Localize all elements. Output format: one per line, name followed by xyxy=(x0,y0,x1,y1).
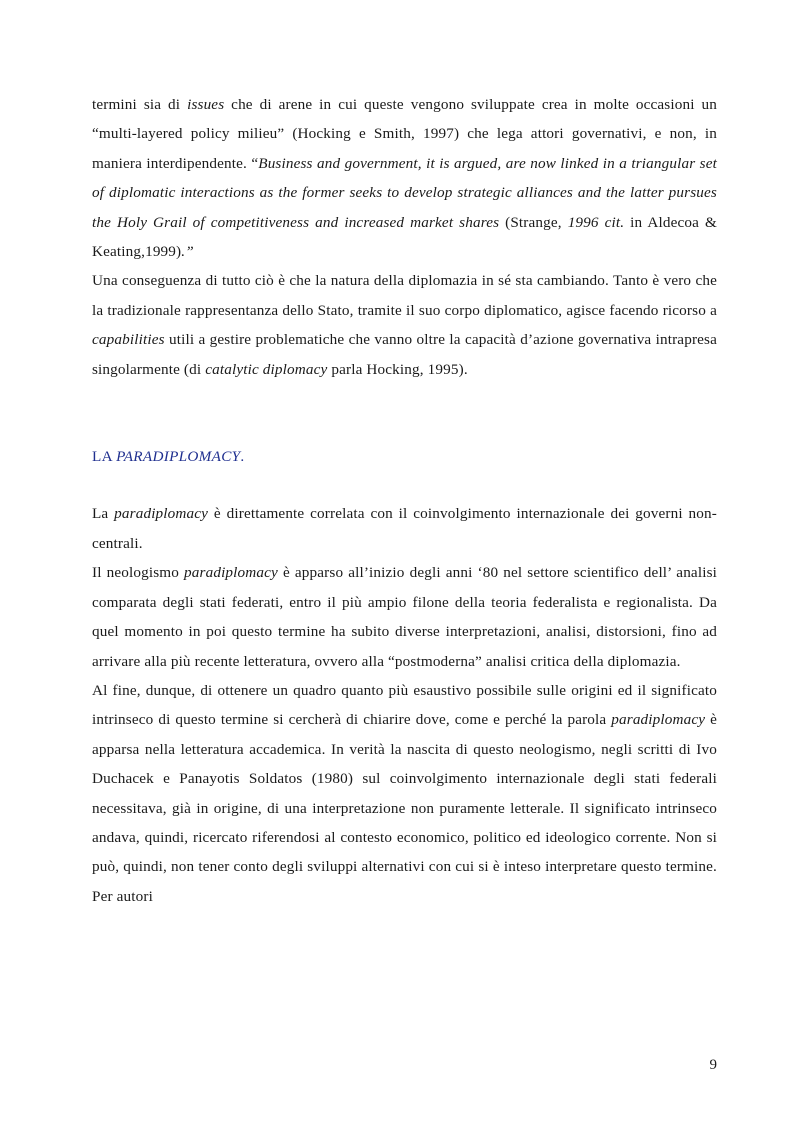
italic-text: Business and government, it is argued, are now linked in a triangular set of diplomatic interactions as the former seeks to develop strategic alliances and the latter pursues the Holy Grail of competitiveness and increased market shares xyxy=(92,154,717,231)
text-run: parla Hocking, 1995). xyxy=(327,360,468,378)
text-run: La xyxy=(92,505,115,523)
text-run: in Aldecoa & Keating,1999) xyxy=(92,213,717,261)
heading-gap xyxy=(92,471,717,499)
text-run: è apparso all’inizio degli anni ‘80 nel settore scientifico dell’ analisi comparata degli stati federati, entro il più ampio filone della teoria federalista e regionalista. Da quel momento in poi questo termine ha subito diverse interpretazioni, analisi, distorsioni, fino ad arrivare alla più recente letteratura, ovvero alla “postmoderna” analisi critica della diplomazia. xyxy=(92,564,717,670)
italic-text: paradiplomacy xyxy=(611,711,706,729)
italic-text: issues xyxy=(187,96,225,113)
text-run: Il neologismo xyxy=(92,564,185,582)
body-text-before-heading xyxy=(92,90,717,384)
section-heading xyxy=(92,442,717,471)
italic-text: catalytic diplomacy xyxy=(205,360,328,378)
text-run: è apparsa nella letteratura accademica. In verità la nascita di questo neologismo, negli scritti di Ivo Duchacek e Panayotis Soldatos (1980) sul coinvolgimento internazionale degli stati federali necessitava, già in origine, di una interpretazione non puramente letterale. Il significato intrinseco andava, quindi, ricercato riferendosi al contesto economico, politico ed ideologico corrente. Non si può, quindi, non tener conto degli sviluppi alternativi con cui si è inteso interpretare questo termine. Per autori xyxy=(92,711,717,905)
paragraph xyxy=(92,676,717,911)
section-gap xyxy=(92,384,717,442)
paragraph xyxy=(92,558,717,676)
section-heading-suffix: . xyxy=(240,448,245,466)
text-run: termini sia di xyxy=(92,96,188,113)
italic-text: paradiplomacy xyxy=(114,505,209,523)
paragraph xyxy=(92,90,717,266)
italic-text: 1996 cit. xyxy=(567,213,625,231)
section-heading-italic: PARADIPLOMACY xyxy=(116,448,241,466)
text-run: utili a gestire problematiche che vanno oltre la capacità d’azione governativa intrapresa singolarmente (di xyxy=(92,331,717,378)
text-run: Al fine, dunque, di ottenere un quadro quanto più esaustivo possibile sulle origini ed il significato intrinseco di questo termine si cercherà di chiarire dove, come e perché la parola xyxy=(92,681,717,729)
page-number: 9 xyxy=(709,1057,717,1073)
text-run: che di arene in cui queste vengono sviluppate crea in molte occasioni un “multi-layered policy milieu” (Hocking e Smith, 1997) che lega attori governativi, e non, in maniera interdipendente. “ xyxy=(92,96,717,172)
text-run: (Strange, xyxy=(499,213,568,231)
section-heading-prefix: LA xyxy=(92,448,117,466)
italic-text: .” xyxy=(181,243,194,261)
paragraph xyxy=(92,499,717,558)
italic-text: capabilities xyxy=(92,331,165,349)
body-text-after-heading xyxy=(92,499,717,911)
document-page xyxy=(92,90,717,911)
paragraph xyxy=(92,266,717,384)
text-run: è direttamente correlata con il coinvolgimento internazionale dei governi non-centrali. xyxy=(92,505,717,552)
text-run: Una conseguenza di tutto ciò è che la natura della diplomazia in sé sta cambiando. Tanto è vero che la tradizionale rappresentanza dello Stato, tramite il suo corpo diplomatico, agisce facendo ricorso a xyxy=(92,272,717,319)
italic-text: paradiplomacy xyxy=(184,564,278,582)
